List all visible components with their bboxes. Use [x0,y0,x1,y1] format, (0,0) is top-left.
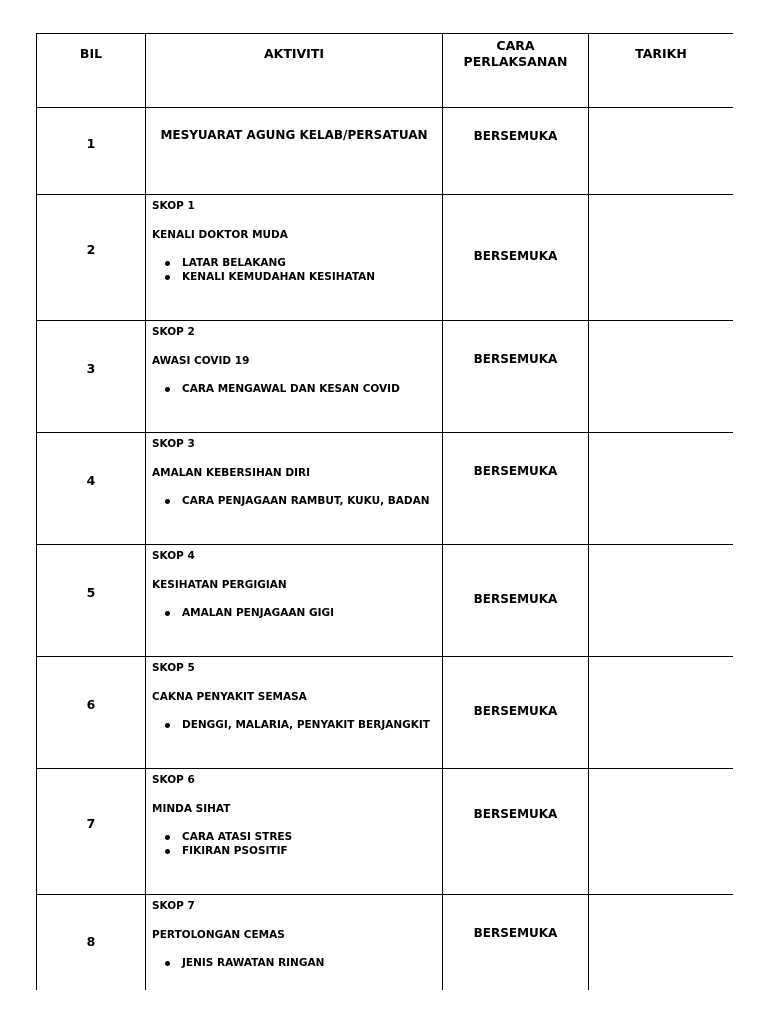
bil-cell: 3 [37,321,146,433]
tarikh-cell [589,657,734,769]
activity-cell [146,769,443,895]
table-row [37,895,734,991]
topic-label: AMALAN KEBERSIHAN DIRI [152,467,310,479]
table-row [37,433,734,545]
skop-label: SKOP 3 [152,438,195,450]
list-item: AMALAN PENJAGAAN GIGI [162,606,436,620]
activity-cell [146,433,443,545]
bil-cell: 8 [37,895,146,991]
topic-label: CAKNA PENYAKIT SEMASA [152,691,307,703]
list-item: CARA ATASI STRES [162,830,436,844]
skop-label: SKOP 4 [152,550,195,562]
bullet-list [152,718,436,732]
bil-cell: 6 [37,657,146,769]
activity-cell [146,657,443,769]
skop-label: SKOP 7 [152,900,195,912]
activity-cell [146,545,443,657]
topic-label: KENALI DOKTOR MUDA [152,229,288,241]
list-item: FIKIRAN PSOSITIF [162,844,436,858]
cara-cell: BERSEMUKA [443,108,589,195]
tarikh-cell [589,108,734,195]
topic-label: MINDA SIHAT [152,803,231,815]
cara-cell: BERSEMUKA [443,433,589,545]
list-item: DENGGI, MALARIA, PENYAKIT BERJANGKIT [162,718,436,732]
list-item: CARA MENGAWAL DAN KESAN COVID [162,382,436,396]
bil-cell: 4 [37,433,146,545]
list-item: KENALI KEMUDAHAN KESIHATAN [162,270,436,284]
list-item: JENIS RAWATAN RINGAN [162,956,436,970]
tarikh-cell [589,769,734,895]
cara-cell: BERSEMUKA [443,321,589,433]
tarikh-cell [589,545,734,657]
table-row [37,545,734,657]
skop-label: SKOP 2 [152,326,195,338]
tarikh-cell [589,195,734,321]
skop-label: SKOP 6 [152,774,195,786]
header-cara-perlaksanan: CARA PERLAKSANAN [443,34,589,108]
topic-label: KESIHATAN PERGIGIAN [152,579,287,591]
header-tarikh: TARIKH [589,34,734,108]
bil-cell: 5 [37,545,146,657]
tarikh-cell [589,895,734,991]
header-row [37,34,734,108]
activity-cell: MESYUARAT AGUNG KELAB/PERSATUAN [146,108,443,195]
activity-cell [146,195,443,321]
cara-cell: BERSEMUKA [443,895,589,991]
bullet-list [152,382,436,396]
activity-cell [146,895,443,991]
table-row [37,195,734,321]
header-aktiviti: AKTIVITI [146,34,443,108]
topic-label: AWASI COVID 19 [152,355,250,367]
tarikh-cell [589,433,734,545]
cara-cell: BERSEMUKA [443,769,589,895]
skop-label: SKOP 5 [152,662,195,674]
activity-cell [146,321,443,433]
list-item: LATAR BELAKANG [162,256,436,270]
bullet-list [152,256,436,284]
bullet-list [152,606,436,620]
bullet-list [152,830,436,858]
bullet-list [152,494,436,508]
topic-label: PERTOLONGAN CEMAS [152,929,285,941]
cara-cell: BERSEMUKA [443,657,589,769]
activity-table-sheet [36,33,733,990]
header-bil: BIL [37,34,146,108]
list-item: CARA PENJAGAAN RAMBUT, KUKU, BADAN [162,494,436,508]
table-row [37,769,734,895]
bullet-list [152,956,436,970]
bil-cell: 2 [37,195,146,321]
cara-cell: BERSEMUKA [443,195,589,321]
table-row [37,321,734,433]
bil-cell: 7 [37,769,146,895]
activity-table [36,33,733,990]
table-row [37,657,734,769]
bil-cell: 1 [37,108,146,195]
table-row [37,108,734,195]
tarikh-cell [589,321,734,433]
cara-cell: BERSEMUKA [443,545,589,657]
skop-label: SKOP 1 [152,200,195,212]
